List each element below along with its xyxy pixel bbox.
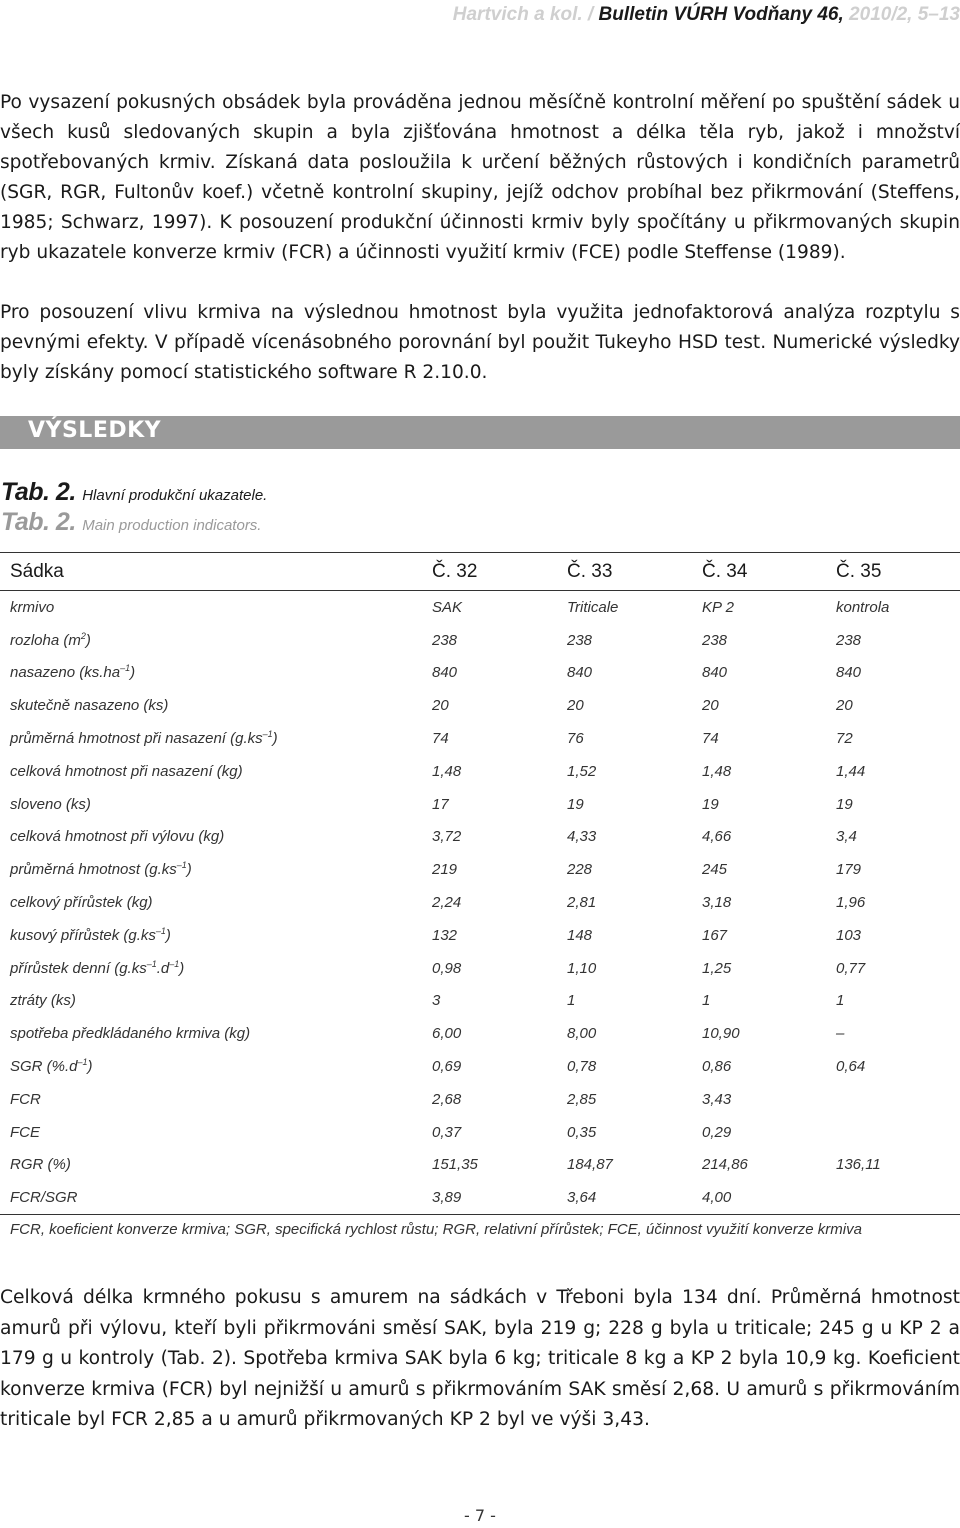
table-cell: 840 bbox=[836, 664, 862, 682]
table-row bbox=[0, 624, 960, 657]
table-cell: 72 bbox=[836, 730, 853, 748]
table-row bbox=[0, 689, 960, 722]
table-cell: 0,86 bbox=[702, 1058, 732, 1076]
table-cell: 167 bbox=[702, 926, 728, 944]
row-label bbox=[0, 1050, 432, 1083]
table-cell: 20 bbox=[432, 697, 449, 715]
table-row bbox=[0, 985, 960, 1018]
section-heading: VÝSLEDKY bbox=[28, 418, 162, 443]
table-cell: 1,48 bbox=[432, 762, 462, 780]
row-label bbox=[0, 788, 432, 821]
table-row bbox=[0, 591, 960, 624]
table-cell: 1 bbox=[702, 992, 711, 1010]
row-label-text: průměrná hmotnost při nasazení (g.ks bbox=[10, 730, 263, 748]
row-label-text: skutečně nasazeno (ks) bbox=[10, 697, 169, 715]
row-label-text: nasazeno (ks.ha bbox=[10, 664, 121, 682]
table-cell: 19 bbox=[836, 795, 853, 813]
table-cell: 10,90 bbox=[702, 1025, 740, 1043]
table-row bbox=[0, 657, 960, 690]
row-label bbox=[0, 985, 432, 1018]
table-cell: 132 bbox=[432, 926, 458, 944]
row-label bbox=[0, 1083, 432, 1116]
table-cell: 840 bbox=[567, 664, 593, 682]
row-label bbox=[0, 755, 432, 788]
running-header bbox=[0, 4, 960, 26]
table-cell: 238 bbox=[702, 631, 728, 649]
row-label-text: celková hmotnost při výlovu (kg) bbox=[10, 828, 225, 846]
table-cell: Triticale bbox=[567, 598, 619, 616]
table-cell: KP 2 bbox=[702, 598, 734, 616]
table-cell: 2,85 bbox=[567, 1090, 597, 1108]
table-cell: 214,86 bbox=[702, 1156, 748, 1174]
table-row bbox=[0, 755, 960, 788]
table-cell: SAK bbox=[432, 598, 463, 616]
table-cell: – bbox=[836, 1025, 845, 1043]
row-label-text: ) bbox=[87, 1058, 93, 1076]
header-separator: / bbox=[582, 4, 599, 25]
production-indicators-table bbox=[0, 552, 960, 1215]
header-journal: Bulletin VÚRH Vodňany 46, bbox=[598, 4, 844, 25]
table-cell: 3,72 bbox=[432, 828, 462, 846]
table-cell: 1,25 bbox=[702, 959, 732, 977]
row-label bbox=[0, 1149, 432, 1182]
table-cell: 0,37 bbox=[432, 1123, 462, 1141]
table-cell: 4,66 bbox=[702, 828, 732, 846]
row-label-superscript: –1 bbox=[169, 958, 180, 969]
row-label-text: ) bbox=[85, 631, 91, 649]
table-cell: 2,81 bbox=[567, 894, 597, 912]
row-label-text: celková hmotnost při nasazení (kg) bbox=[10, 762, 243, 780]
row-label-text: ztráty (ks) bbox=[10, 992, 76, 1010]
table-cell: 136,11 bbox=[836, 1156, 881, 1174]
caption-text-cz: Hlavní produkční ukazatele. bbox=[82, 487, 268, 504]
row-label-text: průměrná hmotnost (g.ks bbox=[10, 861, 177, 879]
row-label bbox=[0, 624, 432, 657]
paragraph-methods-1: Po vysazení pokusných obsádek byla prováděna jednou měsíčně kontrolní měření po spuštění sádek u všech kusů sledovaných skupin a byla zjišťována hmotnost a délka těla ryb, jakož i množství spotřebovaných krmiv. Získaná data posloužila k určení běžných růstových i kondičních parametrů (SGR, RGR, Fultonův koef.) včetně kontrolní skupiny, jejíž odchov probíhal bez přikrmování (Steffens, 1985; Schwarz, 1997). K posouzení produkční účinnosti krmiv byly spočítány u přikrmovaných skupin ryb ukazatele konverze krmiv (FCR) a účinnosti využití krmiv (FCE) podle Steffense (1989). bbox=[0, 92, 960, 263]
table-cell: 3,18 bbox=[702, 894, 732, 912]
row-label-text: FCE bbox=[10, 1123, 40, 1141]
row-label-text: kusový přírůstek (g.ks bbox=[10, 926, 156, 944]
table-cell: 0,98 bbox=[432, 959, 462, 977]
table-cell: 0,77 bbox=[836, 959, 866, 977]
row-label-text: ) bbox=[272, 730, 278, 748]
table-cell: 1,48 bbox=[702, 762, 732, 780]
table-row bbox=[0, 853, 960, 886]
table-cell: 20 bbox=[702, 697, 719, 715]
row-label bbox=[0, 886, 432, 919]
caption-label-en: Tab. 2. bbox=[1, 508, 76, 536]
table-cell: 151,35 bbox=[432, 1156, 478, 1174]
row-label-text: celkový přírůstek (kg) bbox=[10, 894, 153, 912]
row-label bbox=[0, 1116, 432, 1149]
table-cell: 3,64 bbox=[567, 1181, 702, 1214]
table-cell: 148 bbox=[567, 926, 593, 944]
table-cell: 1 bbox=[836, 992, 845, 1010]
table-row bbox=[0, 952, 960, 985]
table-cell: 840 bbox=[702, 664, 728, 682]
table-cell: 6,00 bbox=[432, 1025, 462, 1043]
row-label-text: sloveno (ks) bbox=[10, 795, 91, 813]
row-label-text: ) bbox=[165, 926, 171, 944]
table-cell: 179 bbox=[836, 861, 862, 879]
table-cell: 74 bbox=[432, 730, 449, 748]
table-row bbox=[0, 1116, 960, 1149]
row-label-text: .d bbox=[156, 959, 170, 977]
row-label-text: RGR (%) bbox=[10, 1156, 71, 1174]
table-cell: 1,96 bbox=[836, 894, 866, 912]
table-cell: 76 bbox=[567, 730, 584, 748]
table-row bbox=[0, 886, 960, 919]
table-row bbox=[0, 1149, 960, 1182]
table-row bbox=[0, 919, 960, 952]
table-cell: 2,24 bbox=[432, 894, 462, 912]
row-label bbox=[0, 657, 432, 690]
table-cell: 0,29 bbox=[702, 1123, 732, 1141]
table-row bbox=[0, 1181, 960, 1214]
table-cell: 4,33 bbox=[567, 828, 597, 846]
row-label-text: spotřeba předkládaného krmiva (kg) bbox=[10, 1025, 251, 1043]
table-cell bbox=[836, 1116, 960, 1149]
table-cell bbox=[836, 1181, 960, 1214]
row-label-text: ) bbox=[186, 861, 192, 879]
row-label bbox=[0, 1017, 432, 1050]
table-cell: 245 bbox=[702, 861, 728, 879]
table-cell: 0,78 bbox=[567, 1058, 597, 1076]
row-label-superscript: –1 bbox=[120, 663, 131, 674]
table-cell: 3,4 bbox=[836, 828, 857, 846]
table-caption-cz bbox=[1, 478, 267, 507]
table-cell: 1,44 bbox=[836, 762, 866, 780]
table-cell: 20 bbox=[567, 697, 584, 715]
table-cell: 238 bbox=[432, 631, 458, 649]
column-header: Č. 35 bbox=[836, 553, 960, 591]
table-cell: 228 bbox=[567, 861, 593, 879]
row-label bbox=[0, 591, 432, 624]
row-label bbox=[0, 853, 432, 886]
header-authors: Hartvich a kol. bbox=[452, 4, 583, 25]
table-cell: 2,68 bbox=[432, 1090, 462, 1108]
paragraph-methods-2: Pro posouzení vlivu krmiva na výslednou hmotnost byla využita jednofaktorová analýza rozptylu s pevnými efekty. V případě vícenásobného porovnání byl použit Tukeyho HSD test. Numerické výsledky byly získány pomocí statistického software R 2.10.0. bbox=[0, 302, 960, 383]
row-label-superscript: –1 bbox=[77, 1057, 88, 1068]
table-cell: 184,87 bbox=[567, 1156, 613, 1174]
table-cell: 0,64 bbox=[836, 1058, 866, 1076]
table-cell: 1 bbox=[567, 992, 576, 1010]
table-cell: 3,89 bbox=[432, 1181, 567, 1214]
row-label-superscript: –1 bbox=[176, 860, 187, 871]
table-cell: 74 bbox=[702, 730, 719, 748]
table-footnote: FCR, koeficient konverze krmiva; SGR, specifická rychlost růstu; RGR, relativní přírůstek; FCE, účinnost využití konverze krmiva bbox=[10, 1221, 862, 1238]
row-label bbox=[0, 821, 432, 854]
table-row bbox=[0, 788, 960, 821]
row-label-text: SGR (%.d bbox=[10, 1058, 78, 1076]
row-label-text: přírůstek denní (g.ks bbox=[10, 959, 147, 977]
section-heading-bar bbox=[0, 416, 960, 449]
table-cell: kontrola bbox=[836, 598, 890, 616]
row-label-text: rozloha (m bbox=[10, 631, 81, 649]
table-cell: 103 bbox=[836, 926, 862, 944]
table-row bbox=[0, 722, 960, 755]
table-cell: 0,69 bbox=[432, 1058, 462, 1076]
row-label-text: FCR bbox=[10, 1090, 41, 1108]
table-cell bbox=[836, 1083, 960, 1116]
table-cell: 1,10 bbox=[567, 959, 597, 977]
row-label bbox=[0, 1181, 432, 1214]
row-label bbox=[0, 919, 432, 952]
table-cell: 0,35 bbox=[567, 1123, 597, 1141]
row-label bbox=[0, 722, 432, 755]
row-label-text: ) bbox=[130, 664, 136, 682]
row-label-superscript: –1 bbox=[262, 729, 273, 740]
row-label-superscript: –1 bbox=[155, 925, 166, 936]
header-issue: 2010/2, 5–13 bbox=[843, 4, 960, 25]
table-cell: 219 bbox=[432, 861, 458, 879]
table-cell: 17 bbox=[432, 795, 449, 813]
table-cell: 3,43 bbox=[702, 1090, 732, 1108]
page-number: - 7 - bbox=[464, 1506, 496, 1525]
table-cell: 238 bbox=[836, 631, 862, 649]
table-cell: 1,52 bbox=[567, 762, 597, 780]
table-row bbox=[0, 1083, 960, 1116]
table-cell: 3 bbox=[432, 992, 441, 1010]
column-header: Sádka bbox=[0, 553, 432, 591]
table-row bbox=[0, 1017, 960, 1050]
table-cell: 8,00 bbox=[567, 1025, 597, 1043]
table-cell: 20 bbox=[836, 697, 853, 715]
table-cell: 19 bbox=[702, 795, 719, 813]
row-label bbox=[0, 952, 432, 985]
table-cell: 4,00 bbox=[702, 1181, 836, 1214]
table-cell: 840 bbox=[432, 664, 458, 682]
caption-text-en: Main production indicators. bbox=[82, 517, 262, 534]
table-row bbox=[0, 821, 960, 854]
row-label-superscript: –1 bbox=[146, 958, 157, 969]
table-row bbox=[0, 1050, 960, 1083]
table-caption-en bbox=[1, 508, 261, 537]
column-header: Č. 34 bbox=[702, 553, 836, 591]
caption-label-cz: Tab. 2. bbox=[1, 478, 76, 506]
row-label-text: ) bbox=[179, 959, 185, 977]
column-header: Č. 32 bbox=[432, 553, 567, 591]
row-label-superscript: 2 bbox=[80, 630, 86, 641]
table-cell: 238 bbox=[567, 631, 593, 649]
table-cell: 19 bbox=[567, 795, 584, 813]
row-label-text: FCR/SGR bbox=[10, 1189, 78, 1207]
paragraph-results-1: Celková délka krmného pokusu s amurem na sádkách v Třeboni byla 134 dní. Průměrná hmotnost amurů při výlovu, kteří byli přikrmováni směsí SAK, byla 219 g; 228 g byla u triticale; 245 g u KP 2 a 179 g u kontroly (Tab. 2). Spotřeba krmiva SAK byla 6 kg; triticale 8 kg a KP 2 byla 10,9 kg. Koeficient konverze krmiva (FCR) byl nejnižší u amurů s přikrmováním SAK směsí 2,68. U amurů s přikrmováním triticale byl FCR 2,85 a u amurů přikrmovaných KP 2 byl ve výši 3,43. bbox=[0, 1287, 960, 1431]
column-header: Č. 33 bbox=[567, 553, 702, 591]
row-label-text: krmivo bbox=[10, 598, 55, 616]
row-label bbox=[0, 689, 432, 722]
table-header-row bbox=[0, 553, 960, 591]
